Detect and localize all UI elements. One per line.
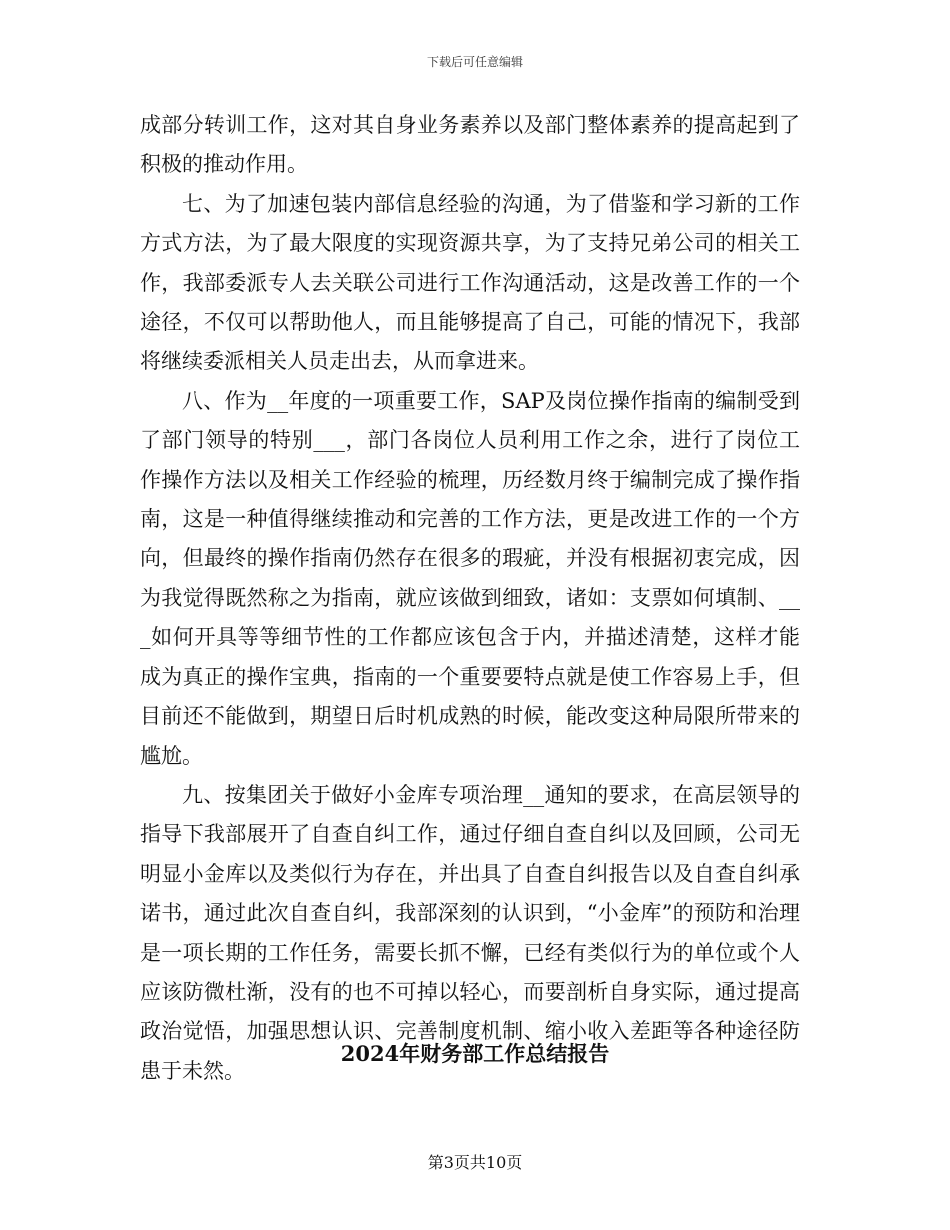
section-title: 2024年财务部工作总结报告 <box>340 1041 610 1066</box>
paragraph-item-9: 九、按集团关于做好小金库专项治理__通知的要求，在高层领导的指导下我部展开了自查自纠工作，通过仔细自查自纠以及回顾，公司无明显小金库以及类似行为存在，并出具了自查自纠报告以及自查自纠承诺书，通过此次自查自纠，我部深刻的认识到，“小金库”的预防和治理是一项长期的工作任务，需要长抓不懈，已经有类似行为的单位或个人应该防微杜渐，没有的也不可掉以轻心，而要剖析自身实际，通过提高政治觉悟，加强思想认识、完善制度机制、缩小收入差距等各种途径防患于未然。 <box>140 782 800 1083</box>
paragraph-continuation: 成部分转训工作，这对其自身业务素养以及部门整体素养的提高起到了积极的推动作用。 <box>140 113 800 177</box>
page-header: 下载后可任意编辑 <box>426 55 523 69</box>
paragraph-item-7: 七、为了加速包装内部信息经验的沟通，为了借鉴和学习新的工作方式方法，为了最大限度的实现资源共享，为了支持兄弟公司的相关工作，我部委派专人去关联公司进行工作沟通活动，这是改善工作的一个途径，不仅可以帮助他人，而且能够提高了自己，可能的情况下，我部将继续委派相关人员走出去，从而拿进来。 <box>140 191 800 374</box>
page-number-footer: 第3页共10页 <box>427 1153 523 1172</box>
paragraph-item-8: 八、作为__年度的一项重要工作，SAP及岗位操作指南的编制受到了部门领导的特别___，部门各岗位人员利用工作之余，进行了岗位工作操作方法以及相关工作经验的梳理，历经数月终于编制完成了操作指南，这是一种值得继续推动和完善的工作方法，更是改进工作的一个方向，但最终的操作指南仍然存在很多的瑕疵，并没有根据初衷完成，因为我觉得既然称之为指南，就应该做到细致，诸如：支票如何填制、___如何开具等等细节性的工作都应该包含于内，并描述清楚，这样才能成为真正的操作宝典，指南的一个重要要特点就是使工作容易上手，但目前还不能做到，期望日后时机成熟的时候，能改变这种局限所带来的尴尬。 <box>140 388 800 768</box>
document-body <box>140 106 800 1091</box>
